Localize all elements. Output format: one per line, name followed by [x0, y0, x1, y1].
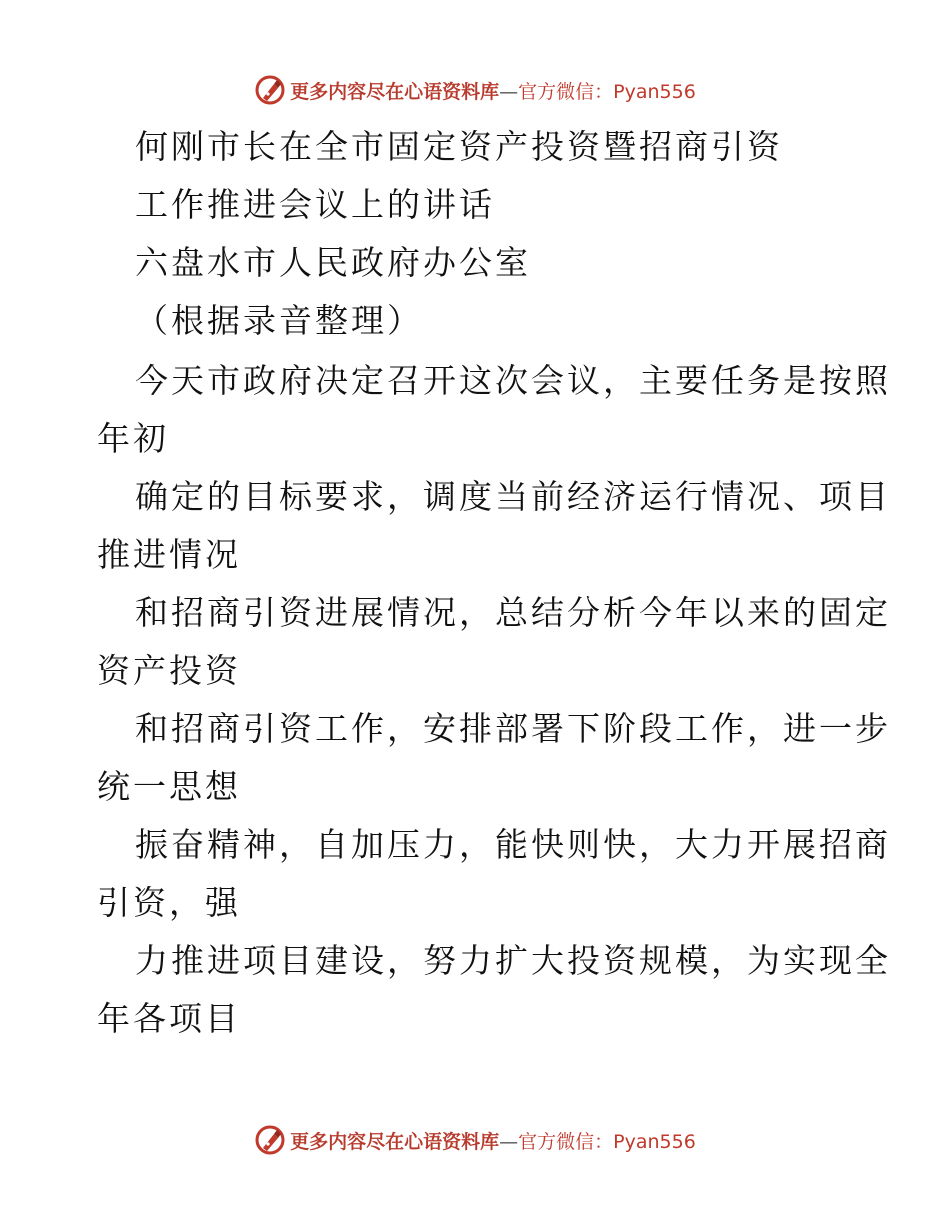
watermark-contact-text: 官方微信：Pyan556: [518, 80, 696, 103]
watermark-contact: [499, 77, 696, 104]
watermark-main-text: 更多内容尽在心语资料库: [290, 1130, 500, 1153]
paragraph-line: 力推进项目建设，努力扩大投资规模，为实现全: [135, 941, 891, 980]
issuer-line: 六盘水市人民政府办公室: [135, 243, 531, 282]
watermark-contact-text: 官方微信：Pyan556: [518, 1130, 696, 1153]
paragraph-line: 今天市政府决定召开这次会议，主要任务是按照: [135, 361, 891, 400]
paragraph-line: 年各项目: [97, 999, 241, 1038]
watermark-main-text: 更多内容尽在心语资料库: [290, 80, 500, 103]
paragraph-line: 和招商引资进展情况，总结分析今年以来的固定: [135, 593, 891, 632]
paragraph-line: 引资，强: [97, 883, 241, 922]
watermark-dash: —: [499, 80, 519, 103]
paragraph-line: 确定的目标要求，调度当前经济运行情况、项目: [135, 477, 891, 516]
header-watermark: [0, 72, 950, 108]
paragraph-line: 统一思想: [97, 767, 241, 806]
watermark-contact: [499, 1127, 696, 1154]
pen-nib-seal-icon: [254, 1124, 286, 1156]
paragraph-line: 年初: [97, 419, 169, 458]
paragraph-line: 资产投资: [97, 651, 241, 690]
title-line-2: 工作推进会议上的讲话: [135, 185, 495, 224]
watermark-dash: —: [499, 1130, 519, 1153]
note-line: （根据录音整理）: [135, 301, 423, 340]
title-line-1: 何刚市长在全市固定资产投资暨招商引资: [135, 127, 783, 166]
paragraph-line: 振奋精神，自加压力，能快则快，大力开展招商: [135, 825, 891, 864]
footer-watermark: [0, 1122, 950, 1158]
paragraph-line: 推进情况: [97, 535, 241, 574]
paragraph-line: 和招商引资工作，安排部署下阶段工作，进一步: [135, 709, 891, 748]
pen-nib-seal-icon: [254, 74, 286, 106]
